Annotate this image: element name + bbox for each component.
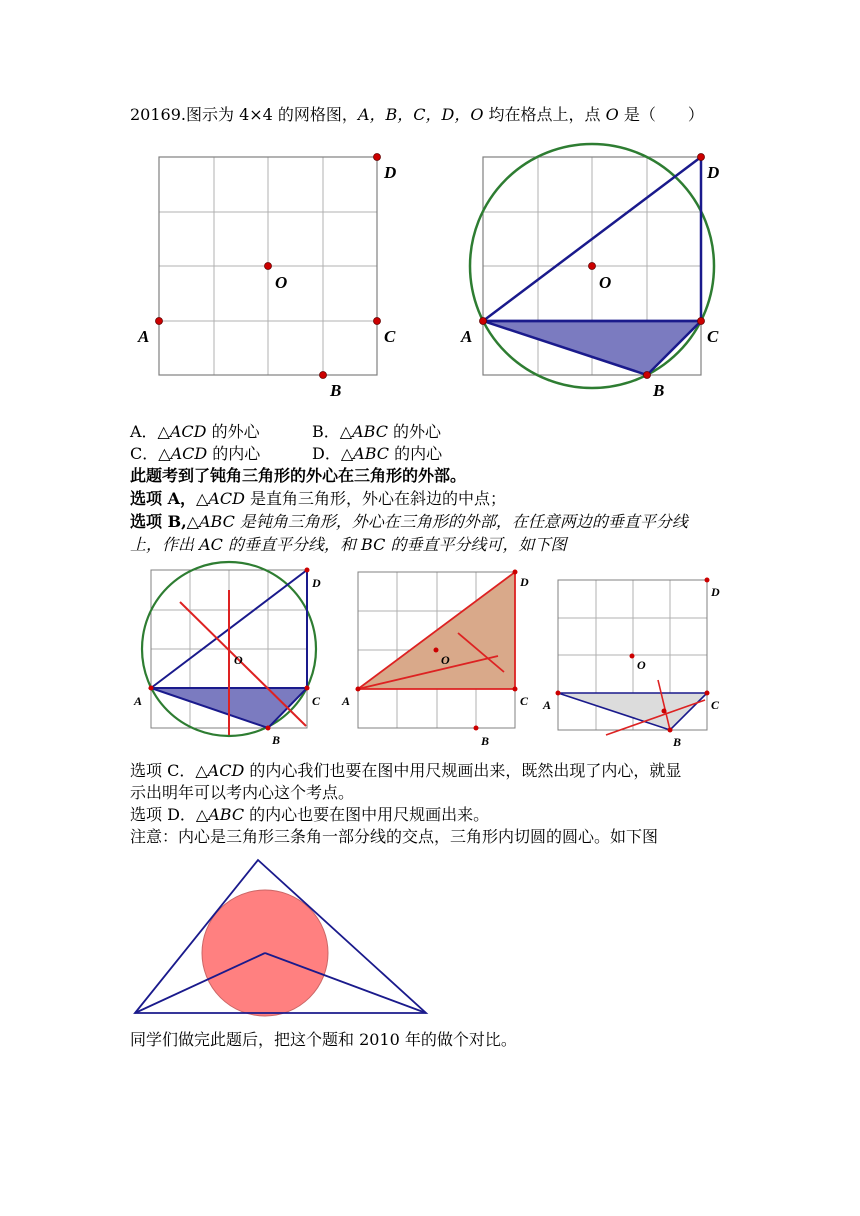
svg-text:A: A bbox=[342, 694, 351, 708]
svg-text:C: C bbox=[312, 694, 321, 708]
question-stem-a: 图示为 4×4 的网格图， bbox=[185, 105, 358, 124]
svg-text:C: C bbox=[707, 327, 719, 346]
svg-text:C: C bbox=[520, 694, 529, 708]
point-o bbox=[265, 263, 272, 270]
question-stem-c: 是（ ） bbox=[618, 105, 704, 124]
svg-text:O: O bbox=[637, 658, 646, 672]
option-b: B．△ABC 的外心 bbox=[312, 422, 442, 441]
question-vars: A，B，C，D，O bbox=[357, 105, 484, 124]
figure-perpendicular-bisectors bbox=[130, 560, 330, 750]
svg-text:O: O bbox=[441, 653, 450, 667]
option-c: C．△ACD 的内心 bbox=[130, 444, 261, 463]
figure-triangle-acd bbox=[338, 560, 538, 750]
point-c bbox=[374, 318, 381, 325]
point-d bbox=[374, 154, 381, 161]
analysis-option-b-line2: 上，作出 AC 的垂直平分线，和 BC 的垂直平分线可，如下图 bbox=[130, 535, 567, 554]
svg-text:A: A bbox=[543, 698, 552, 712]
svg-text:O: O bbox=[234, 653, 243, 667]
svg-text:A: A bbox=[134, 694, 143, 708]
svg-text:B: B bbox=[673, 735, 682, 749]
question-point-o: O bbox=[605, 105, 619, 124]
analysis-option-a: 选项 A，△ACD 是直角三角形，外心在斜边的中点； bbox=[130, 489, 507, 508]
svg-text:C: C bbox=[711, 698, 720, 712]
question-number: 20169. bbox=[130, 105, 186, 124]
analysis-option-d: 选项 D．△ABC 的内心也要在图中用尺规画出来。 bbox=[130, 805, 490, 824]
analysis-option-c-line2: 示出明年可以考内心这个考点。 bbox=[130, 783, 355, 802]
closing-note: 同学们做完此题后，把这个题和 2010 年的做个对比。 bbox=[130, 1030, 517, 1049]
label-a: A bbox=[138, 327, 150, 346]
svg-text:A: A bbox=[461, 327, 473, 346]
label-c: C bbox=[384, 327, 396, 346]
analysis-option-b-line1: 选项 B,△ABC 是钝角三角形，外心在三角形的外部，在任意两边的垂直平分线 bbox=[130, 512, 688, 531]
figure-circumcircle bbox=[455, 145, 745, 405]
label-o: O bbox=[275, 273, 288, 292]
figure-triangle-abc-incenter bbox=[540, 560, 740, 750]
analysis-option-c-line1: 选项 C．△ACD 的内心我们也要在图中用尺规画出来，既然出现了内心，就显 bbox=[130, 761, 682, 780]
svg-text:O: O bbox=[599, 273, 612, 292]
svg-text:B: B bbox=[272, 733, 281, 747]
figure-grid-points bbox=[130, 145, 410, 405]
analysis-headline: 此题考到了钝角三角形的外心在三角形的外部。 bbox=[130, 466, 467, 485]
label-d: D bbox=[384, 163, 397, 182]
svg-text:D: D bbox=[520, 575, 529, 589]
point-a bbox=[156, 318, 163, 325]
option-a: A．△ACD 的外心 bbox=[130, 422, 260, 441]
label-b: B bbox=[330, 381, 342, 400]
svg-text:D: D bbox=[711, 585, 720, 599]
svg-text:D: D bbox=[707, 163, 720, 182]
analysis-note: 注意：内心是三角形三条角一部分线的交点，三角形内切圆的圆心。如下图 bbox=[130, 827, 659, 846]
question-line bbox=[130, 104, 704, 126]
question-stem-b: 均在格点上，点 bbox=[483, 105, 606, 124]
svg-text:D: D bbox=[312, 576, 321, 590]
svg-text:B: B bbox=[653, 381, 665, 400]
figure-incircle bbox=[130, 855, 430, 1020]
svg-text:B: B bbox=[481, 734, 490, 748]
option-d: D．△ABC 的内心 bbox=[312, 444, 443, 463]
point-b bbox=[320, 372, 327, 379]
